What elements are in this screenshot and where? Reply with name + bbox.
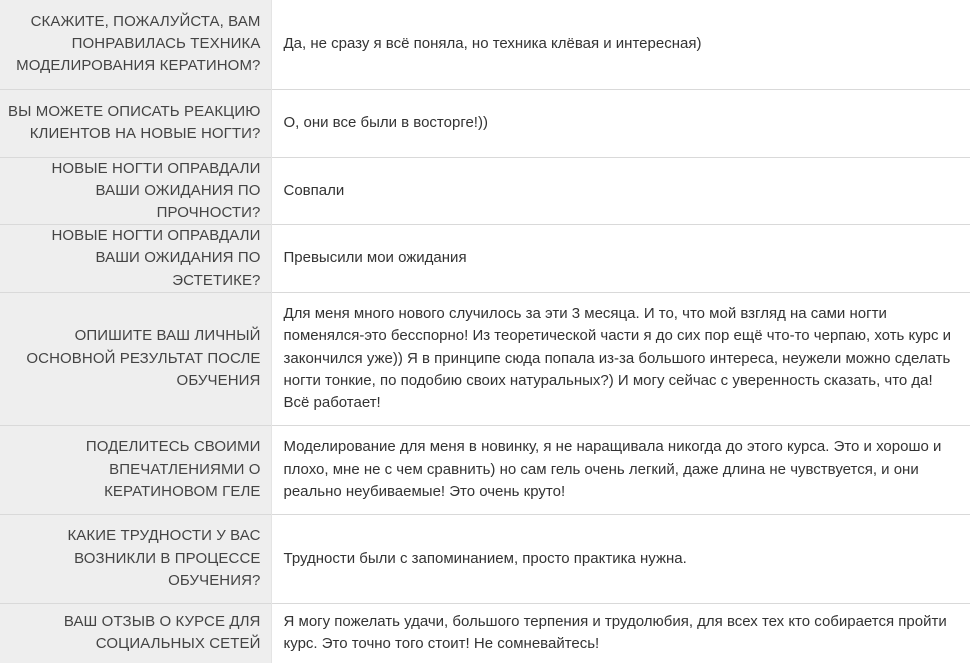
table-row — [0, 157, 970, 225]
answer-text: О, они все были в восторге!)) — [283, 113, 488, 131]
question-text: ВАШ ОТЗЫВ О КУРСЕ ДЛЯ СОЦИАЛЬНЫХ СЕТЕЙ — [0, 603, 271, 663]
table-row — [0, 89, 970, 157]
answer-text: Моделирование для меня в новинку, я не наращивала никогда до этого курса. Это и хорошо и плохо, мне не с чем сравнить) но сам гель очень легкий, даже длина не чувствуется, и они реально неубиваемые! Это очень круто! — [283, 438, 942, 500]
answer-text: Совпали — [283, 181, 345, 199]
answer-text: Я могу пожелать удачи, большого терпения и трудолюбия, для всех тех кто собирается пройти курс. Это точно того стоит! Не сомневайтесь! — [283, 613, 947, 653]
question-text: НОВЫЕ НОГТИ ОПРАВДАЛИ ВАШИ ОЖИДАНИЯ ПО ЭСТЕТИКЕ? — [0, 225, 271, 293]
table-row — [0, 292, 970, 425]
answer-text: Для меня много нового случилось за эти 3 месяца. И то, что мой взгляд на сами ногти поменялся-это бесспорно! Из теоретической части я до сих пор ещё что-то черпаю, хоть курс и закончился уже)) Я в принципе сюда попала из-за большого интереса, неужели можно сделать ногти тонкие, по подобию своих натуральных?) И могу сейчас с уверенность сказать, что да! Всё работает! — [283, 305, 951, 412]
question-text: СКАЖИТЕ, ПОЖАЛУЙСТА, ВАМ ПОНРАВИЛАСЬ ТЕХНИКА МОДЕЛИРОВАНИЯ КЕРАТИНОМ? — [0, 0, 271, 89]
table-row — [0, 225, 970, 293]
table-row — [0, 603, 970, 663]
question-text: ПОДЕЛИТЕСЬ СВОИМИ ВПЕЧАТЛЕНИЯМИ О КЕРАТИНОВОМ ГЕЛЕ — [0, 425, 271, 514]
answer-text: Превысили мои ожидания — [283, 249, 467, 267]
question-text: ОПИШИТЕ ВАШ ЛИЧНЫЙ ОСНОВНОЙ РЕЗУЛЬТАТ ПОСЛЕ ОБУЧЕНИЯ — [0, 292, 271, 425]
answer-text: Да, не сразу я всё поняла, но техника клёвая и интересная) — [283, 35, 702, 53]
table-row — [0, 425, 970, 514]
table-row — [0, 0, 970, 89]
answer-text: Трудности были с запоминанием, просто практика нужна. — [283, 549, 687, 567]
table-row — [0, 514, 970, 603]
question-text: НОВЫЕ НОГТИ ОПРАВДАЛИ ВАШИ ОЖИДАНИЯ ПО ПРОЧНОСТИ? — [0, 157, 271, 225]
question-text: ВЫ МОЖЕТЕ ОПИСАТЬ РЕАКЦИЮ КЛИЕНТОВ НА НОВЫЕ НОГТИ? — [0, 89, 271, 157]
question-text: КАКИЕ ТРУДНОСТИ У ВАС ВОЗНИКЛИ В ПРОЦЕССЕ ОБУЧЕНИЯ? — [0, 514, 271, 603]
